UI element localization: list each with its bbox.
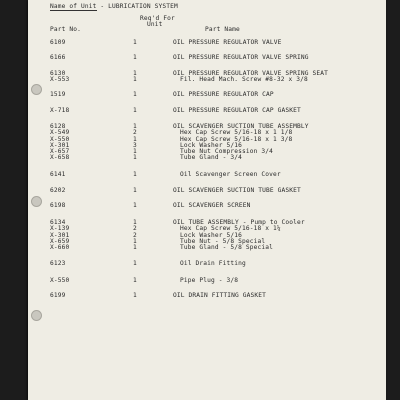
part-number: 6130	[50, 70, 66, 77]
quantity: 1	[133, 202, 137, 209]
unit-label: Name of Unit	[50, 3, 97, 10]
quantity: 1	[133, 70, 137, 77]
quantity: 1	[133, 135, 137, 143]
part-number: 6198	[50, 202, 66, 209]
part-number: X-658	[50, 154, 70, 162]
part-name: Tube Gland - 5/8 Special	[180, 244, 274, 252]
part-name: OIL DRAIN FITTING GASKET	[173, 292, 267, 299]
quantity: 2	[133, 231, 137, 239]
part-name: OIL SCAVENGER SUCTION TUBE ASSEMBLY	[173, 123, 309, 130]
part-name: Lock Washer 5/16	[180, 141, 243, 149]
part-number: X-301	[50, 141, 70, 149]
part-number: 6123	[50, 260, 66, 267]
qty-header-line2: Unit	[147, 21, 163, 28]
quantity: 1	[133, 107, 137, 114]
quantity: 1	[133, 39, 137, 46]
part-name: OIL PRESSURE REGULATOR CAP GASKET	[173, 107, 301, 114]
quantity: 1	[133, 76, 137, 84]
part-number: 6141	[50, 171, 66, 178]
quantity: 3	[133, 141, 137, 149]
quantity: 1	[133, 148, 137, 156]
part-name: Lock Washer 5/16	[180, 231, 243, 239]
part-name: OIL SCAVENGER SCREEN	[173, 202, 251, 209]
part-number: X-718	[50, 107, 70, 114]
part-number: X-657	[50, 148, 70, 156]
quantity: 1	[133, 292, 137, 299]
part-name: Pipe Plug - 3/8	[180, 277, 239, 284]
part-name: Fil. Head Mach. Screw #8-32 x 3/8	[180, 76, 308, 84]
part-number: X-139	[50, 225, 70, 233]
part-name-header: Part Name	[205, 26, 240, 33]
quantity: 1	[133, 237, 137, 245]
part-number: 6109	[50, 39, 66, 46]
part-number: 6134	[50, 219, 66, 226]
part-name: OIL SCAVENGER SUCTION TUBE GASKET	[173, 187, 301, 194]
part-name: Hex Cap Screw 5/16-18 x 1 1/8	[180, 129, 293, 137]
quantity: 1	[133, 277, 137, 284]
quantity: 1	[133, 219, 137, 226]
quantity: 1	[133, 123, 137, 130]
quantity: 1	[133, 171, 137, 178]
quantity: 1	[133, 187, 137, 194]
quantity: 1	[133, 54, 137, 61]
part-number: X-549	[50, 129, 70, 137]
part-number: X-553	[50, 76, 70, 84]
part-name: Hex Cap Screw 5/16-18 x 1¼	[180, 225, 281, 233]
quantity: 1	[133, 260, 137, 267]
part-number: X-550	[50, 277, 70, 284]
part-name: OIL PRESSURE REGULATOR VALVE	[173, 39, 282, 46]
part-name: Tube Gland - 3/4	[180, 154, 243, 162]
part-name: Tube Nut - 5/8 Special	[180, 237, 266, 245]
unit-name: - LUBRICATION SYSTEM	[100, 3, 178, 10]
part-number: 6202	[50, 187, 66, 194]
part-number: X-550	[50, 135, 70, 143]
quantity: 1	[133, 244, 137, 252]
quantity: 1	[133, 154, 137, 162]
part-number: X-659	[50, 237, 70, 245]
document-page	[28, 0, 386, 400]
quantity: 2	[133, 225, 137, 233]
binder-hole	[31, 196, 42, 207]
unit-title	[50, 4, 178, 10]
qty-header-line1: Req'd For	[140, 15, 175, 22]
part-number: X-301	[50, 231, 70, 239]
part-name: Oil Drain Fitting	[180, 260, 246, 267]
part-number: 6128	[50, 123, 66, 130]
part-number: 1519	[50, 91, 66, 98]
part-number: 6166	[50, 54, 66, 61]
part-name: OIL TUBE ASSEMBLY - Pump to Cooler	[173, 219, 305, 226]
part-number: X-660	[50, 244, 70, 252]
quantity: 2	[133, 129, 137, 137]
part-number: 6199	[50, 292, 66, 299]
part-name: OIL PRESSURE REGULATOR VALVE SPRING	[173, 54, 309, 61]
binder-hole	[31, 84, 42, 95]
part-name: OIL PRESSURE REGULATOR VALVE SPRING SEAT	[173, 70, 329, 77]
part-name: OIL PRESSURE REGULATOR CAP	[173, 91, 274, 98]
quantity: 1	[133, 91, 137, 98]
binder-hole	[31, 310, 42, 321]
part-name: Oil Scavenger Screen Cover	[180, 171, 281, 178]
part-number-header: Part No.	[50, 26, 82, 33]
part-name: Tube Nut Compression 3/4	[180, 148, 274, 156]
part-name: Hex Cap Screw 5/16-18 x 1 3/8	[180, 135, 293, 143]
